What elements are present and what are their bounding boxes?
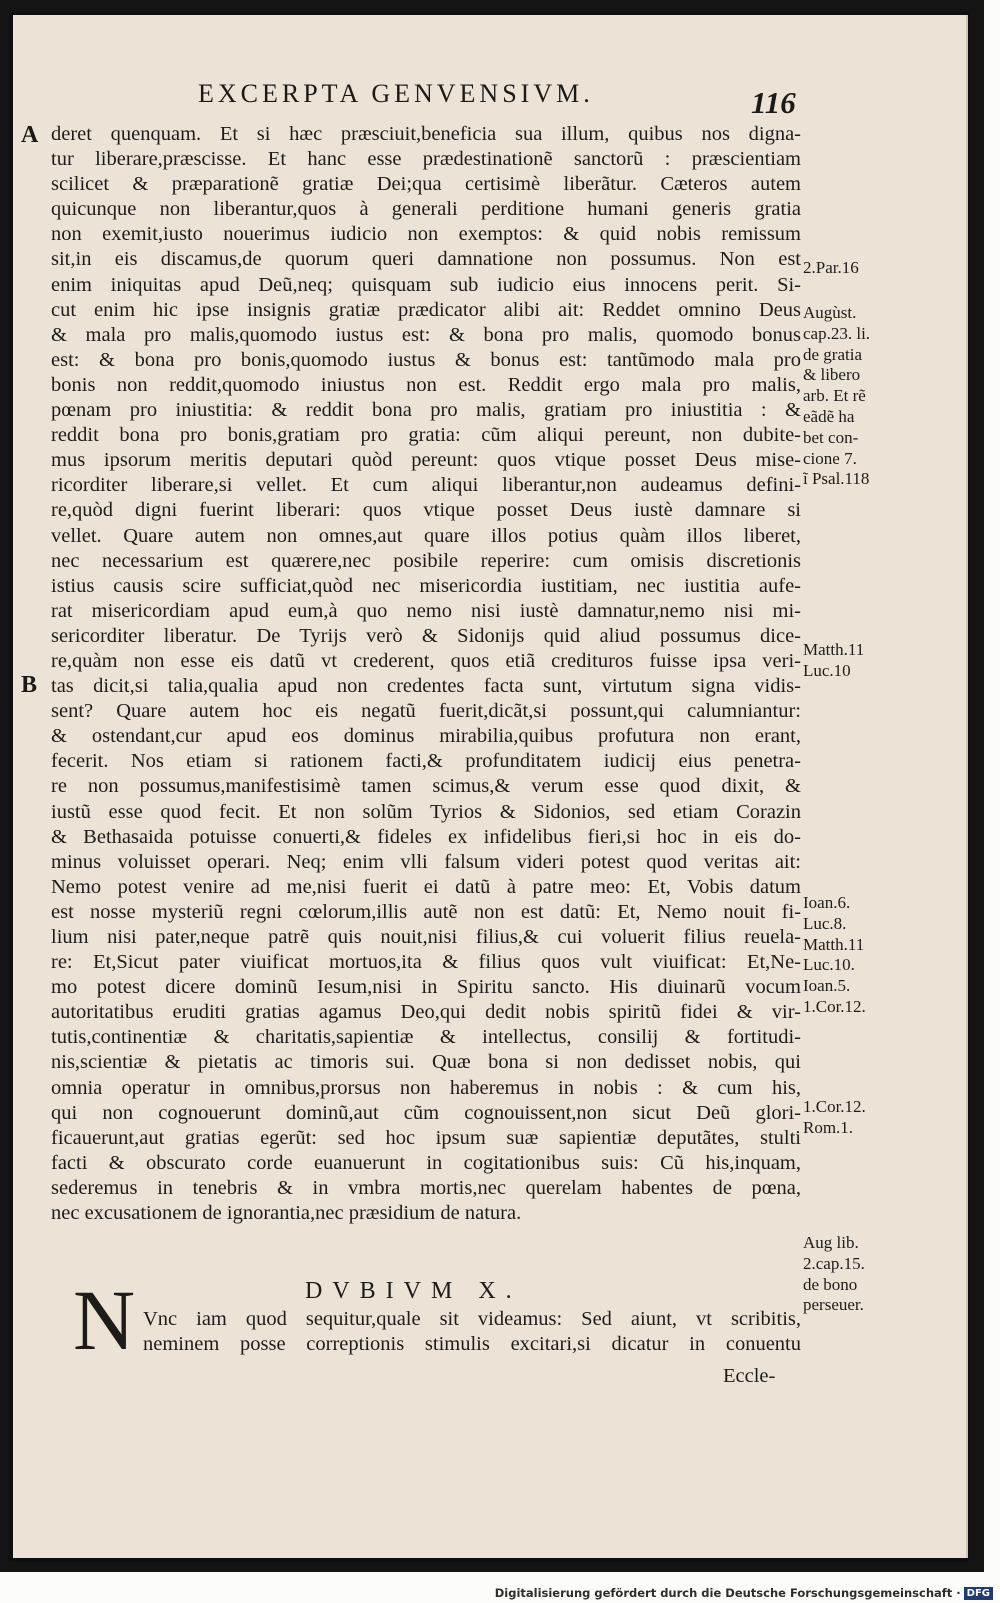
text-line: tutis,continentiæ & charitatis,sapientiæ & intellectus, consilij & fortitudi- — [51, 1026, 801, 1049]
text-line: nec necessarium est quærere,nec posibile reperire: cum omisis discretionis — [51, 549, 801, 572]
text-line: scilicet & præparationẽ gratiæ Dei;qua certisimè liberãtur. Cæteros autem — [51, 173, 801, 196]
text-line: bonis non reddit,quomodo iniustus non est. Reddit ergo mala pro malis, — [51, 373, 801, 396]
margin-note: Matth.11 Luc.10 — [803, 640, 865, 680]
text-line: minus voluisset operari. Neq; enim vlli falsum videri potest quod veritas ait: — [51, 850, 801, 873]
text-line: Nemo potest venire ad me,nisi fuerit ei datũ à patre meo: Et, Vobis datum — [51, 875, 801, 898]
text-line: pœnam pro iniustitia: & reddit bona pro malis, gratiam pro iniustitia : & — [51, 399, 801, 422]
text-line: vellet. Quare autem non omnes,aut quare illos potius quàm illos liberet, — [51, 524, 801, 547]
text-line: deret quenquam. Et si hæc præsciuit,beneficia sua illum, quibus nos digna- — [51, 123, 801, 145]
catchword: Eccle- — [723, 1365, 776, 1387]
text-line: & mala pro malis,quomodo iustus est: & bona pro malis, quomodo bonus — [51, 323, 801, 346]
text-line: cut enim hic ipse insignis gratiæ prædicator alibi ait: Reddet omnino Deus — [51, 298, 801, 321]
margin-note: 1.Cor.12. Rom.1. — [803, 1097, 866, 1137]
text-line: & Bethasaida potuisse conuerti,& fideles ex infidelibus fieri,si hoc in eis do- — [51, 825, 801, 848]
second-text-block — [143, 1307, 801, 1357]
text-line: re: Et,Sicut pater viuificat mortuos,ita & filius quos vult viuificat: Et,Ne- — [51, 951, 801, 974]
text-line: Vnc iam quod sequitur,quale sit videamus: Sed aiunt, vt scribitis, — [143, 1308, 801, 1330]
book-page — [13, 15, 968, 1558]
text-line: sit,in eis discamus,de quorum queri damnatione non possumus. Non est — [51, 248, 801, 271]
main-text-block — [51, 122, 801, 1226]
section-letter-a: A — [21, 122, 39, 148]
text-line: neminem posse correptionis stimulis excitari,si dicatur in conuentu — [143, 1333, 801, 1356]
margin-note: Augùst. cap.23. li. de gratia & libero arb. Et rẽ eãdẽ ha bet con- cione 7. ĩ Psal.118 — [803, 303, 871, 489]
text-line: omnia operatur in omnibus,prorsus non haberemus in nobis : & cum his, — [51, 1076, 801, 1099]
text-line: ricorditer liberare,si vellet. Et cum aliqui liberantur,non audeamus defini- — [51, 474, 801, 497]
drop-cap: N — [73, 1272, 136, 1368]
text-line: rat misericordiam apud eum,à quo nemo nisi iustè damnatur,nemo nisi mi- — [51, 599, 801, 622]
text-line: re,quòd digni fuerint liberari: quos vtique posset Deus iustè damnare si — [51, 499, 801, 522]
text-line: facti & obscurato corde euanuerunt in cogitationibus suis: Cũ his,inquam, — [51, 1151, 801, 1174]
text-line: & ostendant,cur apud eos dominus mirabilia,quibus profutura non erant, — [51, 725, 801, 748]
text-line: re,quàm non esse eis datũ vt crederent, quos etiã credituros fuisse ipsa veri- — [51, 649, 801, 672]
text-line: fecerit. Nos etiam si rationem facti,& profunditatem iudicij eius penetra- — [51, 750, 801, 773]
page-number: 116 — [751, 85, 796, 120]
text-line: mus ipsorum meritis deputari quòd pereunt: quos vtique posset Deus mise- — [51, 449, 801, 472]
text-line: nec excusationem de ignorantia,nec præsidium de natura. — [51, 1202, 522, 1225]
text-line: sederemus in tenebris & in vmbra mortis,nec querelam habentes de pœna, — [51, 1176, 801, 1199]
text-line: re non possumus,manifestisimè tamen scimus,& verum esse quod dixit, & — [51, 775, 801, 798]
text-line: qui non cognouerunt dominũ,aut cũm cognouissent,non sicut Deũ glori- — [51, 1101, 801, 1124]
running-header: EXCERPTA GENVENSIVM. — [198, 79, 594, 108]
text-line: tas dicit,si talia,qualia apud non credentes facta sunt, virtutum signa vidis- — [51, 675, 801, 698]
text-line: autoritatibus eruditi gratias agamus Deo,qui dedit nobis spiritũ fidei & vir- — [51, 1001, 801, 1024]
text-line: non exemit,iusto nouerimus iudicio non exemptos: & quid nobis remissum — [51, 223, 801, 246]
credit-text: Digitalisierung gefördert durch die Deutsche Forschungsgemeinschaft · — [494, 1586, 961, 1600]
text-line: est: & bona pro bonis,quomodo iustus & bonus est: tantũmodo mala pro — [51, 348, 801, 371]
section-heading: DVBIVM X. — [305, 1278, 522, 1304]
text-line: lium nisi pater,neque patrẽ quis nouit,nisi filius,& cui voluerit filius reuela- — [51, 926, 801, 948]
text-line: nis,scientiæ & pietatis ac timoris sui. Quæ bona si non dedisset nobis, qui — [51, 1051, 801, 1074]
dfg-logo: DFG — [964, 1587, 993, 1600]
text-line: iustũ esse quod fecit. Et non solũm Tyrios & Sidonios, sed etiam Corazin — [51, 800, 801, 823]
section-letter-b: B — [21, 672, 38, 698]
text-line: istius causis scire sufficiat,quòd nec misericordia iustitiam, nec iustitia aufe- — [51, 574, 801, 597]
text-line: tur liberare,præscisse. Et hanc esse prædestinationẽ sanctorũ : præscientiam — [51, 148, 801, 171]
text-line: mo potest dicere dominũ Iesum,nisi in Spiritu sancto. His diuinarũ vocum — [51, 976, 801, 999]
text-line: sericorditer liberatur. De Tyrijs verò & Sidonijs quid aliud possumus dice- — [51, 624, 801, 647]
digitization-credit — [495, 1586, 993, 1600]
text-line: reddit bona pro bonis,gratiam pro gratia: cũm aliqui pereunt, non dubite- — [51, 424, 801, 447]
text-line: sent? Quare autem hoc eis negatũ fuerit,dicãt,si possunt,qui calumniantur: — [51, 700, 801, 723]
margin-note: 2.Par.16 — [803, 258, 859, 277]
text-line: est nosse mysteriũ regni cœlorum,illis autẽ non est datũ: Et, Nemo nouit fi- — [51, 900, 801, 923]
text-line: quicunque non liberantur,quos à generali perditione humani generis gratia — [51, 198, 801, 221]
margin-note: Aug lib. 2.cap.15. de bono perseuer. — [803, 1233, 865, 1315]
margin-note: Ioan.6. Luc.8. Matth.11 Luc.10. Ioan.5. 1.Cor.12. — [803, 893, 866, 1016]
text-line: enim iniquitas apud Deũ,neq; quisquam sub iudicio eius innocens perit. Si- — [51, 273, 801, 296]
text-line: ficauerunt,aut gratias egerũt: sed hoc ipsum suæ sapientiæ deputãtes, stulti — [51, 1126, 801, 1149]
